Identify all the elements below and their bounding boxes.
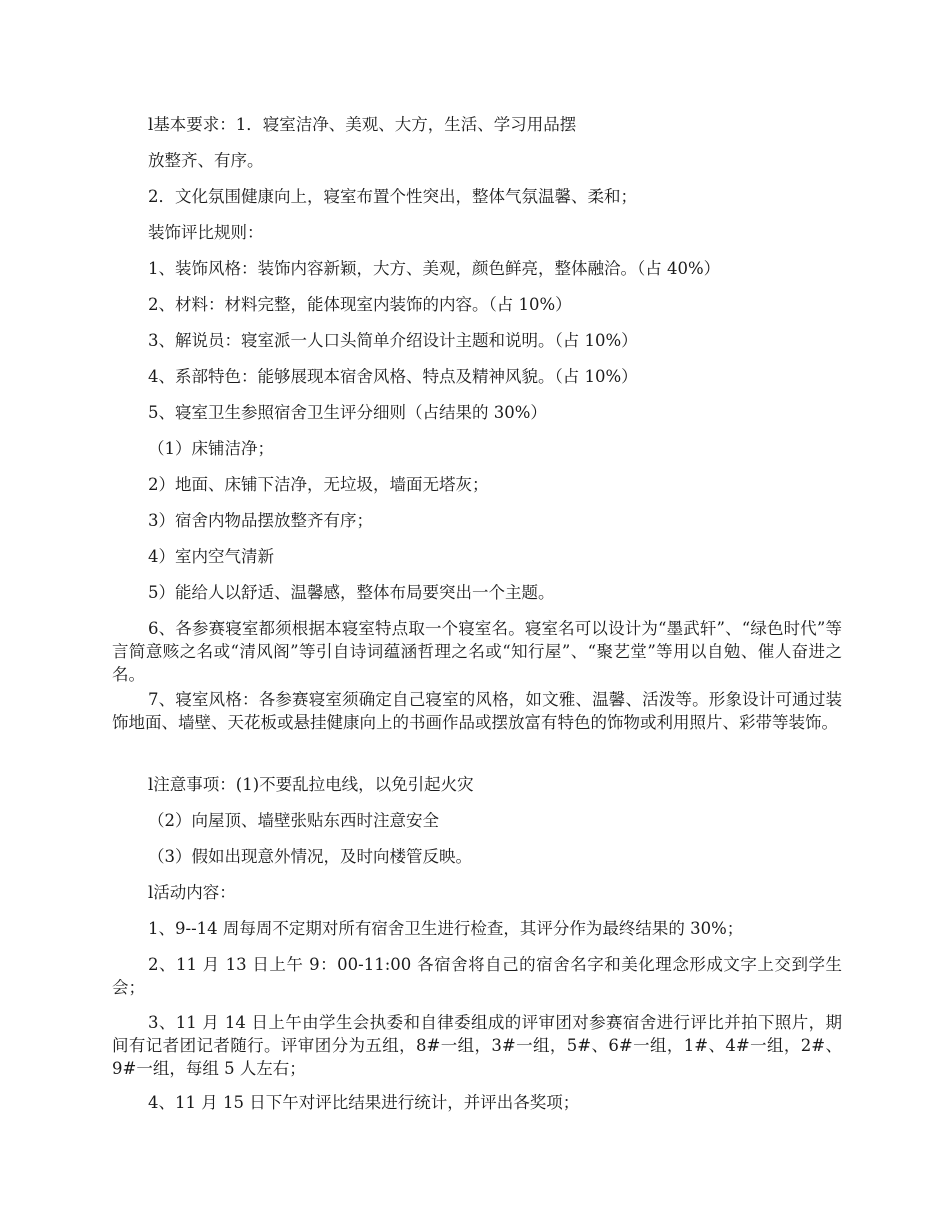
activity-item-4: 4、11 月 15 日下午对评比结果进行统计，并评出各奖项；: [148, 1093, 580, 1112]
rule-item-5: 5、寝室卫生参照宿舍卫生评分细则（占结果的 30%）: [148, 403, 547, 422]
rule-item-2: 2、材料：材料完整，能体现室内装饰的内容。（占 10%）: [148, 295, 572, 314]
notes-line-3: （3）假如出现意外情况，及时向楼管反映。: [148, 847, 472, 866]
hygiene-item-4: 4）室内空气清新: [148, 547, 274, 566]
basic-requirements-line-2: 放整齐、有序。: [148, 151, 264, 170]
hygiene-item-3: 3）宿舍内物品摆放整齐有序；: [148, 511, 373, 530]
rule-item-6-paragraph: 6、各参赛寝室都须根据本寝室特点取一个寝室名。寝室名可以设计为“墨武轩”、“绿色时代”等言简意赅之名或“清风阁”等引自诗词蕴涵哲理之名或“知行屋”、“聚艺堂”等用以自勉、催人奋进之名。: [112, 619, 842, 684]
rule-item-7-paragraph: 7、寝室风格：各参赛寝室须确定自己寝室的风格，如文雅、温馨、活泼等。形象设计可通过装饰地面、墙壁、天花板或悬挂健康向上的书画作品或摆放富有特色的饰物或利用照片、彩带等装饰。: [112, 690, 842, 732]
hygiene-item-2: 2）地面、床铺下洁净，无垃圾，墙面无塔灰；: [148, 475, 489, 494]
rule-item-4: 4、系部特色：能够展现本宿舍风格、特点及精神风貌。（占 10%）: [148, 367, 638, 386]
activity-item-2: 2、11 月 13 日上午 9：00-11:00 各宿舍将自己的宿舍名字和美化理念形成文字上交到学生会；: [112, 955, 842, 997]
rule-item-3: 3、解说员：寝室派一人口头简单介绍设计主题和说明。（占 10%）: [148, 331, 638, 350]
basic-requirements-item-2: 2．文化氛围健康向上，寝室布置个性突出，整体气氛温馨、柔和；: [148, 187, 637, 206]
activity-item-1: 1、9--14 周每周不定期对所有宿舍卫生进行检查，其评分作为最终结果的 30%；: [148, 919, 744, 938]
notes-line-1: l注意事项：(1)不要乱拉电线，以免引起火灾: [148, 775, 474, 794]
notes-line-2: （2）向屋顶、墙壁张贴东西时注意安全: [148, 811, 439, 830]
activity-heading: l活动内容：: [148, 883, 236, 902]
activity-item-3: 3、11 月 14 日上午由学生会执委和自律委组成的评审团对参赛宿舍进行评比并拍下照片，期间有记者团记者随行。评审团分为五组，8#一组，3#一组，5#、6#一组，1#、4#一组，2#、9#一组，每组 5 人左右；: [112, 1013, 842, 1078]
hygiene-item-5: 5）能给人以舒适、温馨感，整体布局要突出一个主题。: [148, 583, 555, 602]
hygiene-item-1: （1）床铺洁净；: [148, 439, 274, 458]
basic-requirements-line-1: l基本要求：1．寝室洁净、美观、大方，生活、学习用品摆: [148, 115, 577, 134]
decoration-rules-heading: 装饰评比规则：: [148, 223, 264, 242]
rule-item-1: 1、装饰风格：装饰内容新颖，大方、美观，颜色鲜亮，整体融洽。（占 40%）: [148, 259, 721, 278]
